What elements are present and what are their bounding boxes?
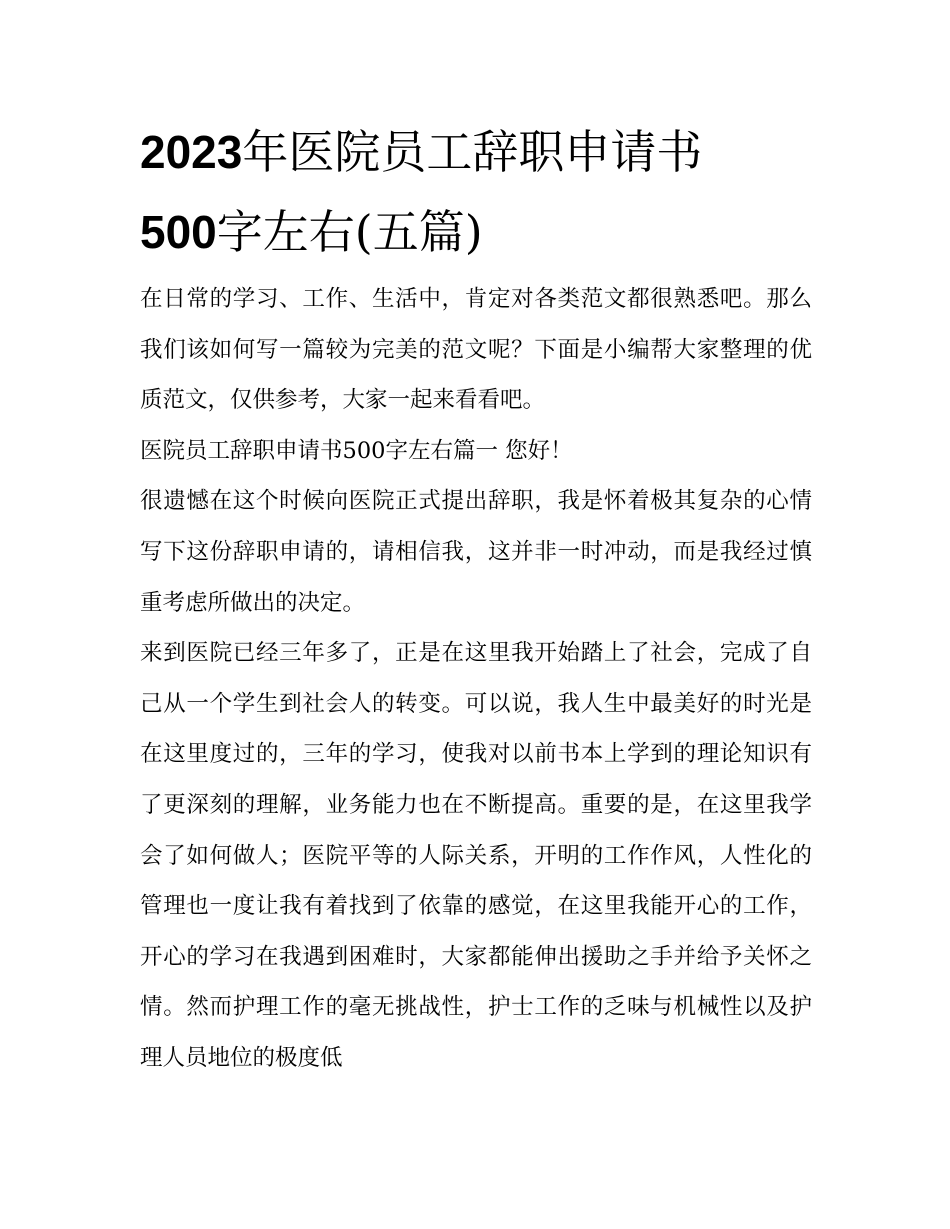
title-year: 2023 [140,126,243,178]
intro-paragraph: 在日常的学习、工作、生活中，肯定对各类范文都很熟悉吧。那么我们该如何写一篇较为完美的范文呢？下面是小编帮大家整理的优质范文，仅供参考，大家一起来看看吧。 [140,286,812,414]
title-text-1: 年医院员工辞职申请书 [242,125,703,179]
title-line-2 [140,205,483,259]
title-line-1 [140,125,702,179]
body-paragraph: 很遗憾在这个时候向医院正式提出辞职，我是怀着极其复杂的心情写下这份辞职申请的，请相信我，这并非一时冲动，而是我经过慎重考虑所做出的决定。 [140,488,812,616]
title-text-2: 字左右(五篇) [216,205,483,259]
title-word-count: 500 [140,206,217,258]
document-body [140,274,812,1084]
section-heading-greeting: 医院员工辞职申请书500字左右篇一 您好！ [140,437,573,464]
body-paragraph: 来到医院已经三年多了，正是在这里我开始踏上了社会，完成了自己从一个学生到社会人的转变。可以说，我人生中最美好的时光是在这里度过的，三年的学习，使我对以前书本上学到的理论知识有了更深刻的理解，业务能力也在不断提高。重要的是，在这里我学会了如何做人；医院平等的人际关系，开明的工作作风，人性化的管理也一度让我有着找到了依靠的感觉，在这里我能开心的工作，开心的学习在我遇到困难时，大家都能伸出援助之手并给予关怀之情。然而护理工作的毫无挑战性，护士工作的乏味与机械性以及护理人员地位的极度低 [140,640,812,1071]
page-title [140,112,820,272]
